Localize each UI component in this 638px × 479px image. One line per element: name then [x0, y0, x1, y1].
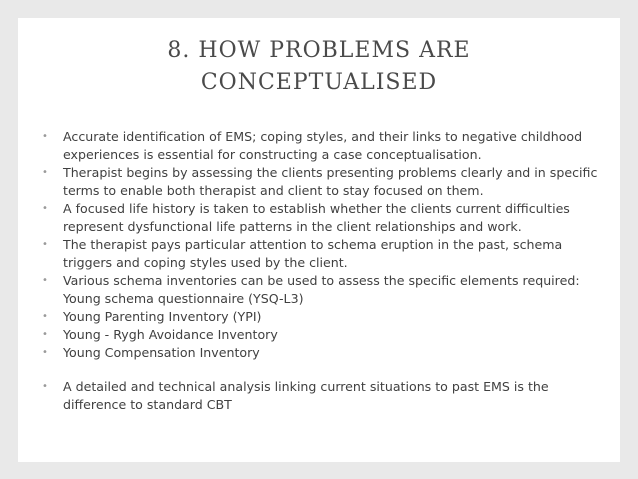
content-panel	[18, 120, 620, 462]
bullet-text: Therapist begins by assessing the clients presenting problems clearly and in specific terms to enable both therapist and client to stay focused on them.	[63, 165, 598, 198]
bullet-text: Young Compensation Inventory	[63, 345, 260, 360]
bullet-text: A detailed and technical analysis linking current situations to past EMS is the difference to standard CBT	[63, 379, 549, 412]
bullet-dot-icon: •	[42, 203, 48, 214]
bullet-item	[42, 344, 610, 362]
bullet-item	[42, 326, 610, 344]
bullet-item	[42, 308, 610, 326]
bullet-dot-icon: •	[42, 381, 48, 392]
bullet-text: Various schema inventories can be used to assess the specific elements required: Young schema questionnaire (YSQ-L3)	[63, 273, 580, 306]
bullet-dot-icon: •	[42, 167, 48, 178]
bullet-list	[42, 128, 610, 414]
bullet-text: Young Parenting Inventory (YPI)	[63, 309, 262, 324]
bullet-text: A focused life history is taken to establish whether the clients current difficulties represent dysfunctional life patterns in the client relationships and work.	[63, 201, 570, 234]
bullet-dot-icon: •	[42, 239, 48, 250]
bullet-item	[42, 272, 610, 308]
bullet-dot-icon: •	[42, 275, 48, 286]
bullet-dot-icon: •	[42, 131, 48, 142]
bullet-dot-icon: •	[42, 329, 48, 340]
bullet-text: Accurate identification of EMS; coping styles, and their links to negative childhood experiences is essential for constructing a case conceptualisation.	[63, 129, 583, 162]
bullet-item	[42, 236, 610, 272]
bullet-item	[42, 200, 610, 236]
slide-title	[18, 35, 620, 99]
title-panel	[18, 18, 620, 120]
bullet-item	[42, 164, 610, 200]
bullet-text: The therapist pays particular attention to schema eruption in the past, schema triggers and coping styles used by the client.	[63, 237, 563, 270]
slide-title-line-1: 8. HOW PROBLEMS ARE	[167, 38, 471, 63]
bullet-dot-icon: •	[42, 311, 48, 322]
bullet-item	[42, 128, 610, 164]
bullet-text: Young - Rygh Avoidance Inventory	[63, 327, 278, 342]
slide-title-line-2: CONCEPTUALISED	[200, 70, 438, 95]
bullet-item	[42, 378, 610, 414]
bullet-dot-icon: •	[42, 347, 48, 358]
